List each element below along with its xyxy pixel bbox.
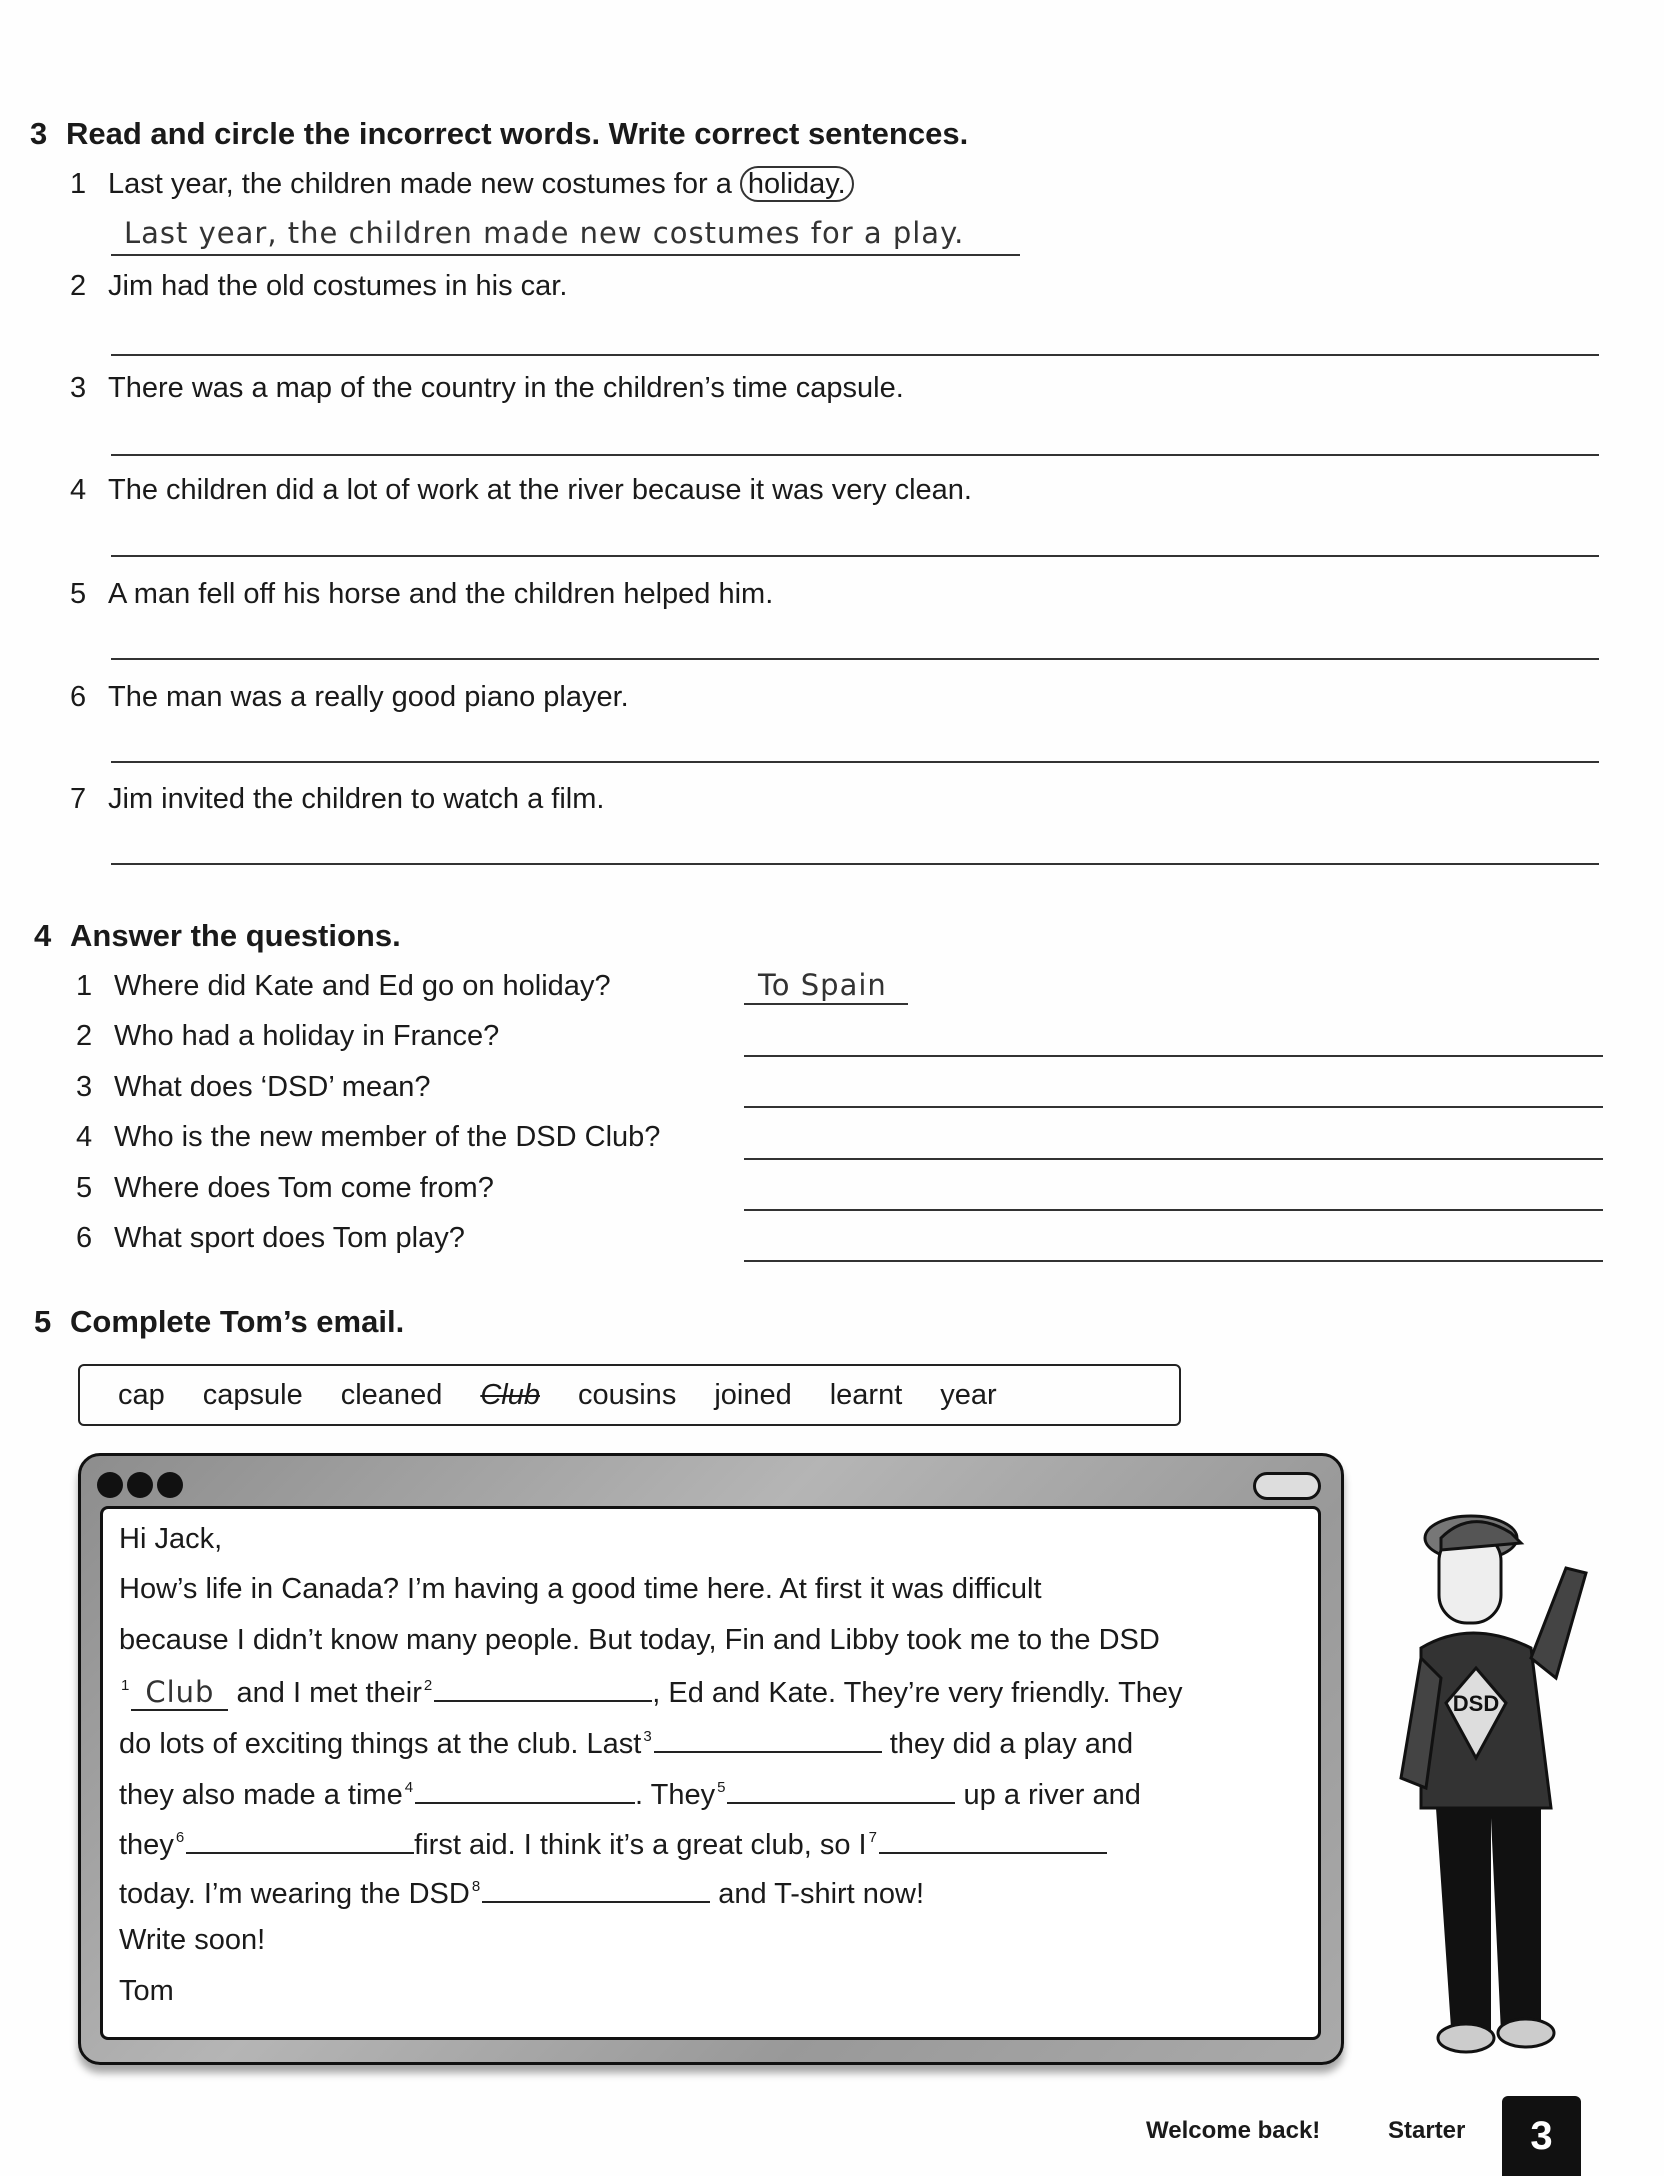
answer-line <box>744 1055 1603 1057</box>
window-dot-icon <box>97 1472 123 1498</box>
email-greeting: Hi Jack, <box>119 1523 223 1555</box>
s3-item-3: 3 There was a map of the country in the children’s time capsule. <box>70 372 904 404</box>
gap-7[interactable] <box>879 1826 1107 1854</box>
gap-3[interactable] <box>654 1725 882 1753</box>
email-line: they also made a time $^4$ . They $^5$ up a river and <box>119 1776 1141 1812</box>
email-line: today. I’m wearing the DSD $^8$ and T-shirt now! <box>119 1875 924 1911</box>
answer-line <box>111 863 1599 865</box>
email-line: they $^6$ first aid. I think it’s a great club, so I $^7$ <box>119 1826 1107 1862</box>
window-dot-icon <box>157 1472 183 1498</box>
footer-section: Starter <box>1388 2117 1466 2144</box>
answer-line <box>111 354 1599 356</box>
answer-line <box>744 1158 1603 1160</box>
s4-item-5: 5 Where does Tom come from? <box>76 1172 494 1204</box>
email-line: because I didn’t know many people. But today, Fin and Libby took me to the DSD <box>119 1624 1160 1656</box>
word: cousins <box>577 1378 677 1411</box>
s3-item-1: 1 Last year, the children made new costumes for a holiday. <box>70 168 854 201</box>
word: cleaned <box>340 1378 443 1411</box>
s3-item-5: 5 A man fell off his horse and the children helped him. <box>70 578 774 610</box>
section-4-heading: 4 Answer the questions. <box>34 918 401 953</box>
s3-item-6: 6 The man was a really good piano player. <box>70 681 629 713</box>
footer-unit-title: Welcome back! <box>1146 2117 1321 2144</box>
answer-line <box>744 1106 1603 1108</box>
answer-line <box>744 1260 1603 1262</box>
boy-character-illustration <box>1381 1478 1596 2063</box>
character-badge: DSD <box>1452 1691 1500 1716</box>
answer-line <box>111 658 1599 660</box>
word-struck: Club <box>480 1378 540 1411</box>
s3-item-2: 2 Jim had the old costumes in his car. <box>70 270 568 302</box>
answer-line <box>111 254 1020 256</box>
s3-item-7: 7 Jim invited the children to watch a film. <box>70 783 605 815</box>
gap-6[interactable] <box>186 1826 414 1854</box>
email-line: do lots of exciting things at the club. Last $^3$ they did a play and <box>119 1725 1133 1761</box>
window-control-icon <box>1253 1472 1321 1500</box>
s4-item-2: 2 Who had a holiday in France? <box>76 1020 500 1052</box>
section-3-heading: 3 Read and circle the incorrect words. Write correct sentences. <box>30 116 969 151</box>
s3-item-4: 4 The children did a lot of work at the river because it was very clean. <box>70 474 972 506</box>
answer-line <box>111 454 1599 456</box>
answer-line <box>744 1003 908 1005</box>
word: joined <box>714 1378 792 1411</box>
word: cap <box>118 1378 165 1411</box>
s4-item-1-answer: To Spain <box>758 968 887 1002</box>
s4-item-1: 1 Where did Kate and Ed go on holiday? <box>76 970 611 1002</box>
s4-item-4: 4 Who is the new member of the DSD Club? <box>76 1121 661 1153</box>
email-line: $^1$ Club and I met their $^2$ , Ed and Kate. They’re very friendly. They <box>121 1675 1183 1709</box>
word: capsule <box>202 1378 303 1411</box>
window-dot-icon <box>127 1472 153 1498</box>
word-bank <box>78 1364 1181 1426</box>
word: learnt <box>829 1378 903 1411</box>
s4-item-6: 6 What sport does Tom play? <box>76 1222 465 1254</box>
email-line: How’s life in Canada? I’m having a good time here. At first it was difficult <box>119 1573 1042 1605</box>
page-number: 3 <box>1502 2096 1581 2176</box>
email-signature: Tom <box>119 1975 174 2007</box>
section-5-heading: 5 Complete Tom’s email. <box>34 1304 405 1339</box>
answer-line <box>111 555 1599 557</box>
gap-1-answer: Club <box>131 1675 228 1711</box>
gap-8[interactable] <box>482 1875 710 1903</box>
gap-5[interactable] <box>727 1776 955 1804</box>
circled-word: holiday. <box>740 166 854 202</box>
s4-item-3: 3 What does ‘DSD’ mean? <box>76 1071 431 1103</box>
gap-4[interactable] <box>415 1776 635 1804</box>
answer-line <box>744 1209 1603 1211</box>
word: year <box>940 1378 997 1411</box>
email-closing: Write soon! <box>119 1924 266 1956</box>
gap-2[interactable] <box>434 1674 652 1702</box>
answer-line <box>111 761 1599 763</box>
s3-item-1-answer: Last year, the children made new costumes for a play. <box>124 216 965 250</box>
